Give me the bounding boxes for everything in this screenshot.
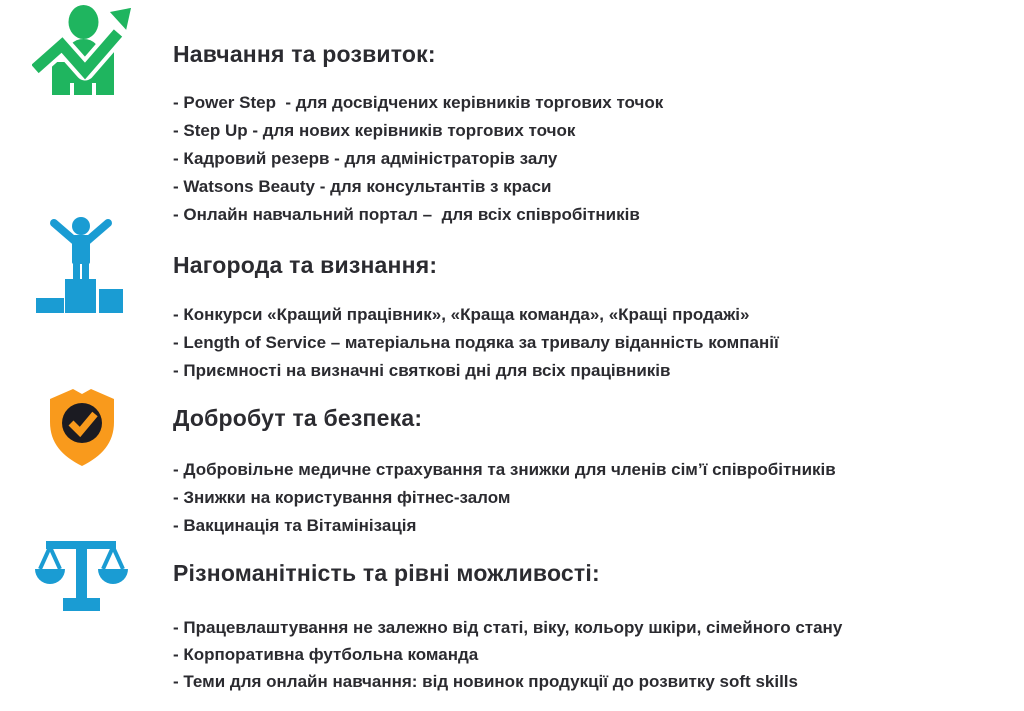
list-item: - Добровільне медичне страхування та знижки для членів сім’ї співробітників bbox=[173, 460, 836, 479]
list-item: - Конкурси «Кращий працівник», «Краща команда», «Кращі продажі» bbox=[173, 305, 750, 324]
section-heading-diversity: Різноманітність та рівні можливості: bbox=[173, 560, 600, 586]
list-item: - Теми для онлайн навчання: від новинок продукції до розвитку soft skills bbox=[173, 672, 798, 691]
section-heading-wellbeing: Добробут та безпека: bbox=[173, 405, 423, 431]
list-item: - Знижки на користування фітнес-залом bbox=[173, 488, 511, 507]
reward-list bbox=[173, 301, 779, 385]
list-item: - Watsons Beauty - для консультантів з краси bbox=[173, 177, 552, 196]
list-item: - Корпоративна футбольна команда bbox=[173, 645, 479, 664]
section-heading-reward: Нагорода та визнання: bbox=[173, 252, 438, 278]
list-item: - Онлайн навчальний портал – для всіх співробітників bbox=[173, 205, 640, 224]
growth-chart-icon bbox=[32, 5, 135, 95]
training-list bbox=[173, 89, 663, 229]
diversity-list bbox=[173, 614, 842, 695]
list-item: - Length of Service – матеріальна подяка за тривалу віданність компанії bbox=[173, 333, 779, 352]
section-heading-training: Навчання та розвиток: bbox=[173, 41, 436, 67]
list-item: - Step Up - для нових керівників торгових точок bbox=[173, 121, 576, 140]
list-item: - Приємності на визначні святкові дні для всіх працівників bbox=[173, 361, 671, 380]
list-item: - Power Step - для досвідчених керівників торгових точок bbox=[173, 93, 664, 112]
winner-podium-icon bbox=[36, 217, 126, 313]
list-item: - Вакцинація та Вітамінізація bbox=[173, 516, 417, 535]
list-item: - Кадровий резерв - для адміністраторів залу bbox=[173, 149, 558, 168]
balance-scale-icon bbox=[33, 539, 130, 611]
wellbeing-list bbox=[173, 456, 836, 540]
shield-check-icon bbox=[40, 386, 124, 468]
list-item: - Працевлаштування не залежно від статі, віку, кольору шкіри, сімейного стану bbox=[173, 618, 843, 637]
